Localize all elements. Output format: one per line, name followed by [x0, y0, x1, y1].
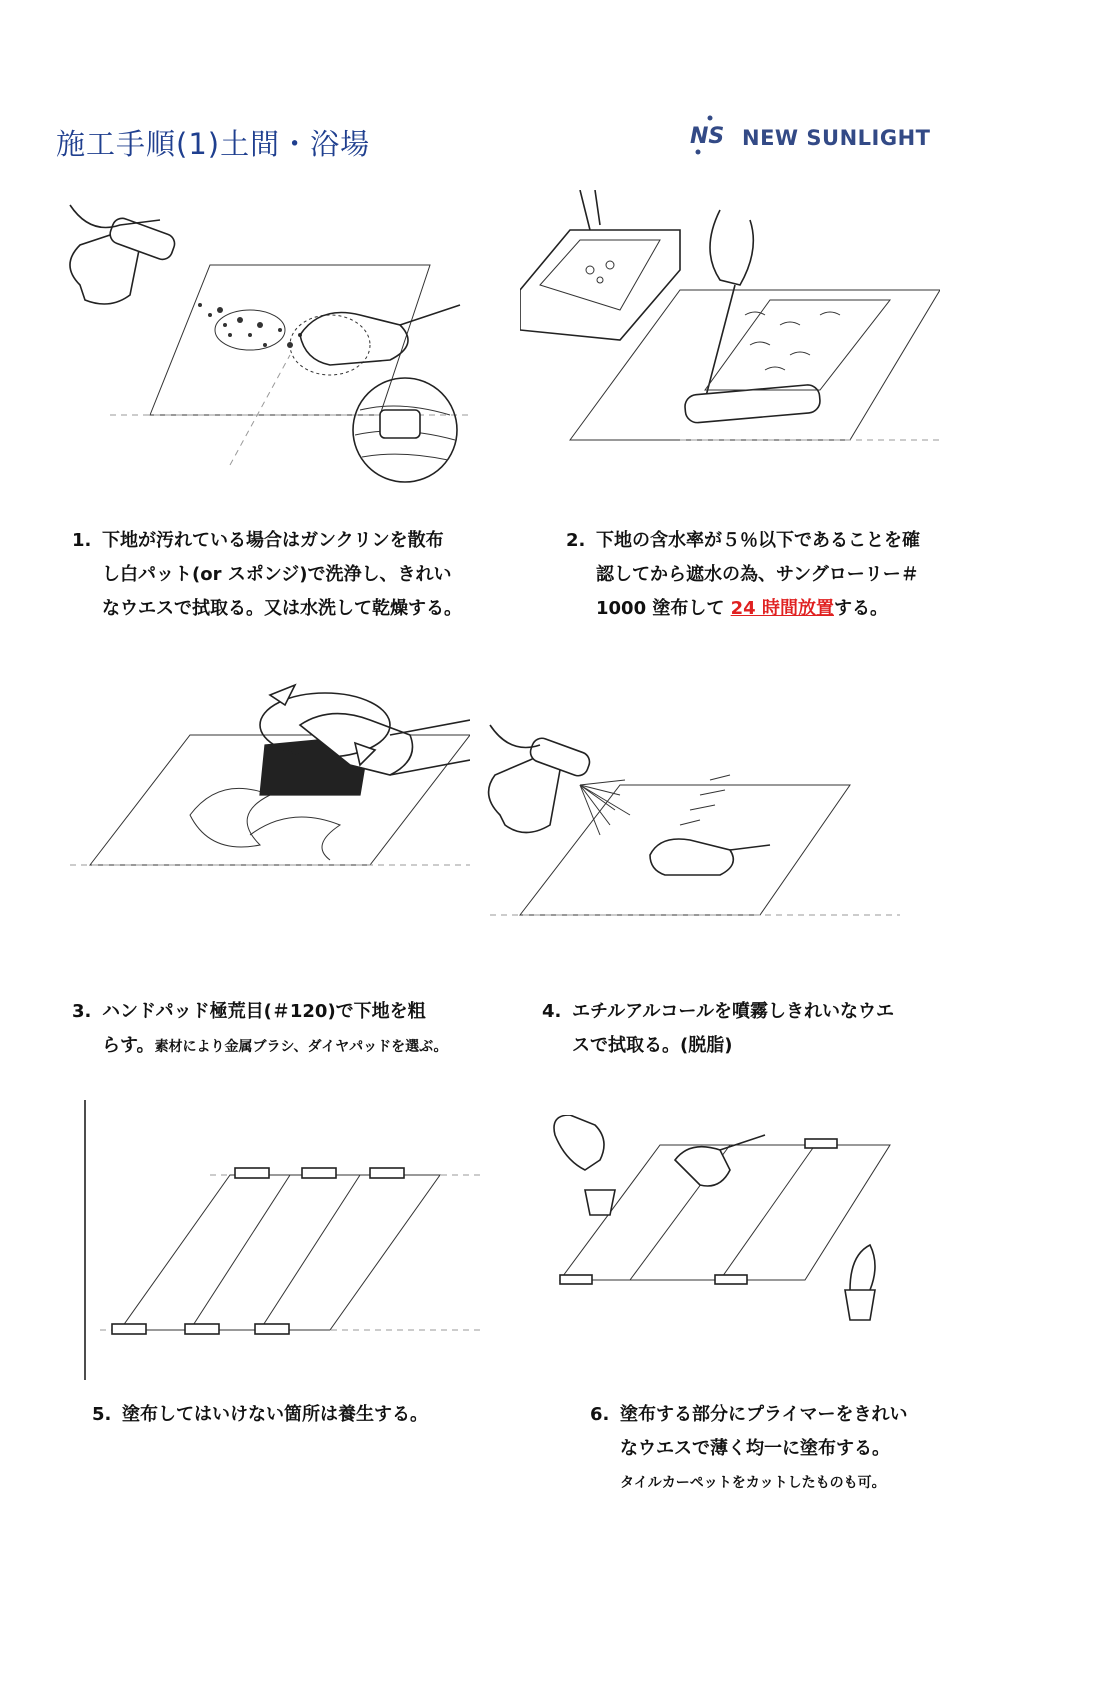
page-title: 施工手順(1)土間・浴場: [56, 127, 371, 161]
step1-line3: なウエスで拭取る。又は水洗して乾燥する。: [102, 598, 462, 619]
step4-caption: [542, 995, 894, 1063]
step6-small: タイルカーペットをカットしたものも可。: [620, 1475, 886, 1491]
step2-line1: 下地の含水率が５％以下であることを確: [596, 530, 920, 551]
step2-line2: 認してから遮水の為、サングローリー＃: [596, 564, 919, 585]
step3-illustration: [70, 665, 470, 895]
step5-caption: [92, 1398, 428, 1432]
step3-line1: ハンドパッド極荒目(＃120)で下地を粗: [102, 1001, 426, 1022]
step-number: 1.: [72, 530, 92, 551]
step1-line2: し白パット(or スポンジ)で洗浄し、きれい: [102, 564, 452, 585]
step2-highlight: 24 時間放置: [730, 598, 834, 619]
step1-illustration: [50, 195, 480, 485]
logo-text: NEW SUNLIGHT: [742, 126, 931, 150]
step-number: 4.: [542, 1001, 562, 1022]
step2-line3-after: する。: [833, 598, 888, 619]
step6-line2: なウエスで薄く均一に塗布する。: [620, 1438, 890, 1459]
step4-line1: エチルアルコールを噴霧しきれいなウエ: [572, 1001, 895, 1022]
logo-mark-text: NS: [690, 124, 725, 149]
step4-illustration: [480, 715, 900, 955]
step6-line1: 塗布する部分にプライマーをきれい: [620, 1404, 908, 1425]
step-number: 6.: [590, 1404, 610, 1425]
step6-illustration: [550, 1115, 910, 1345]
step3-line2: らす。: [102, 1035, 155, 1056]
step-number: 3.: [72, 1001, 92, 1022]
step4-line2: スで拭取る。(脱脂): [572, 1035, 733, 1056]
step-number: 2.: [566, 530, 586, 551]
step2-illustration: [520, 190, 940, 500]
step6-caption: [590, 1398, 907, 1500]
step1-line1: 下地が汚れている場合はガンクリンを散布: [102, 530, 444, 551]
step2-line3-before: 1000 塗布して: [596, 598, 731, 619]
step5-line1: 塗布してはいけない箇所は養生する。: [122, 1404, 428, 1425]
step-number: 5.: [92, 1404, 112, 1425]
step2-caption: [566, 524, 920, 626]
step3-caption: [72, 995, 447, 1064]
logo-mark-icon: [684, 112, 744, 160]
brand-logo: [684, 112, 974, 160]
step3-small: 素材により金属ブラシ、ダイヤパッドを選ぶ。: [154, 1039, 448, 1055]
step1-caption: [72, 524, 462, 626]
step5-illustration: [80, 1100, 480, 1380]
